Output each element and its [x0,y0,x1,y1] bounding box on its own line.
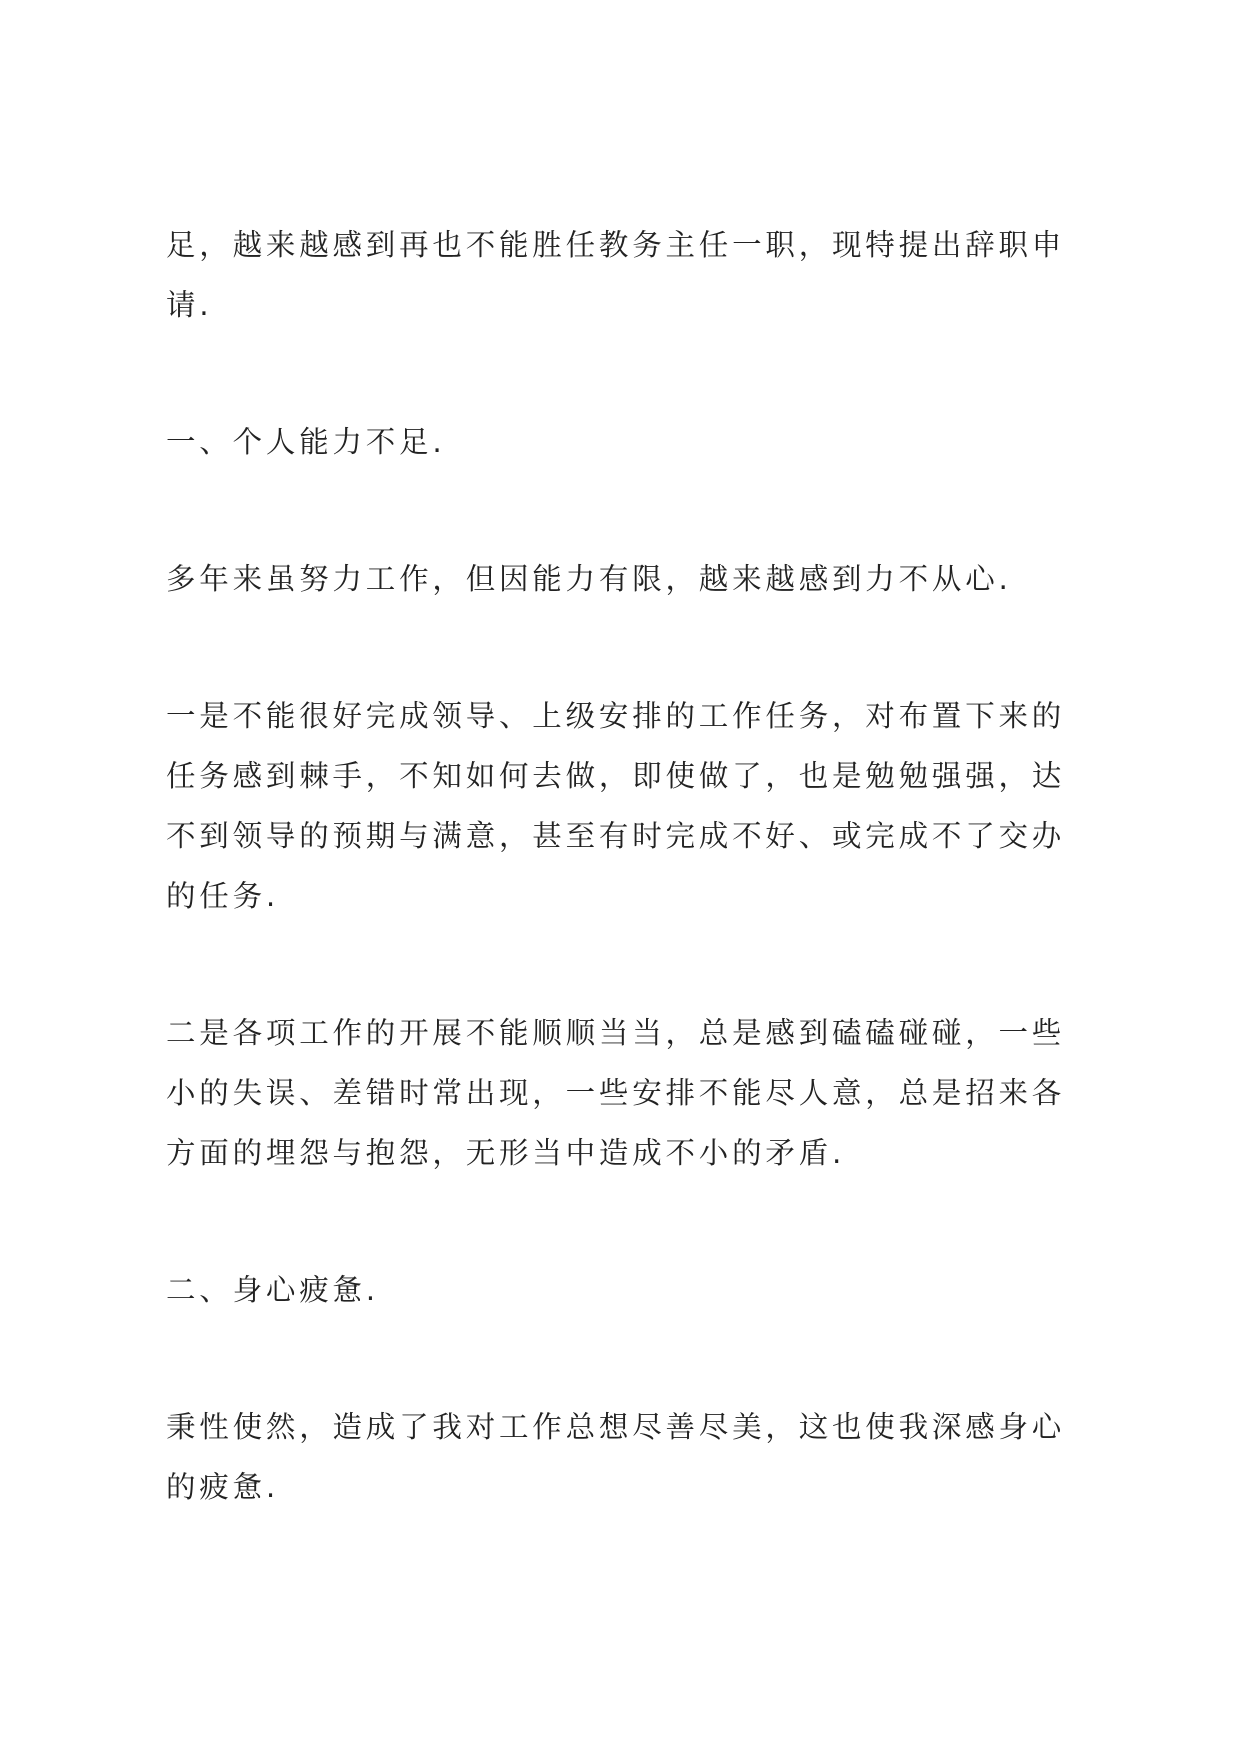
paragraph-resignation-request: 足，越来越感到再也不能胜任教务主任一职，现特提出辞职申请. [166,228,1066,322]
paragraph-point-two: 二是各项工作的开展不能顺顺当当，总是感到磕磕碰碰，一些小的失误、差错时常出现，一些安排不能尽人意，总是招来各方面的埋怨与抱怨，无形当中造成不小的矛盾. [166,1016,1066,1170]
heading-ability: 一、个人能力不足. [166,425,446,459]
document-body [166,215,1096,1517]
paragraph-point-one: 一是不能很好完成领导、上级安排的工作任务，对布置下来的任务感到棘手，不知如何去做，即使做了，也是勉勉强强，达不到领导的预期与满意，甚至有时完成不好、或完成不了交办的任务. [166,699,1066,913]
paragraph-fatigue: 秉性使然，造成了我对工作总想尽善尽美，这也使我深感身心的疲惫. [166,1410,1066,1504]
paragraph-ability-summary: 多年来虽努力工作，但因能力有限，越来越感到力不从心. [166,562,1012,596]
heading-fatigue: 二、身心疲惫. [166,1273,379,1307]
